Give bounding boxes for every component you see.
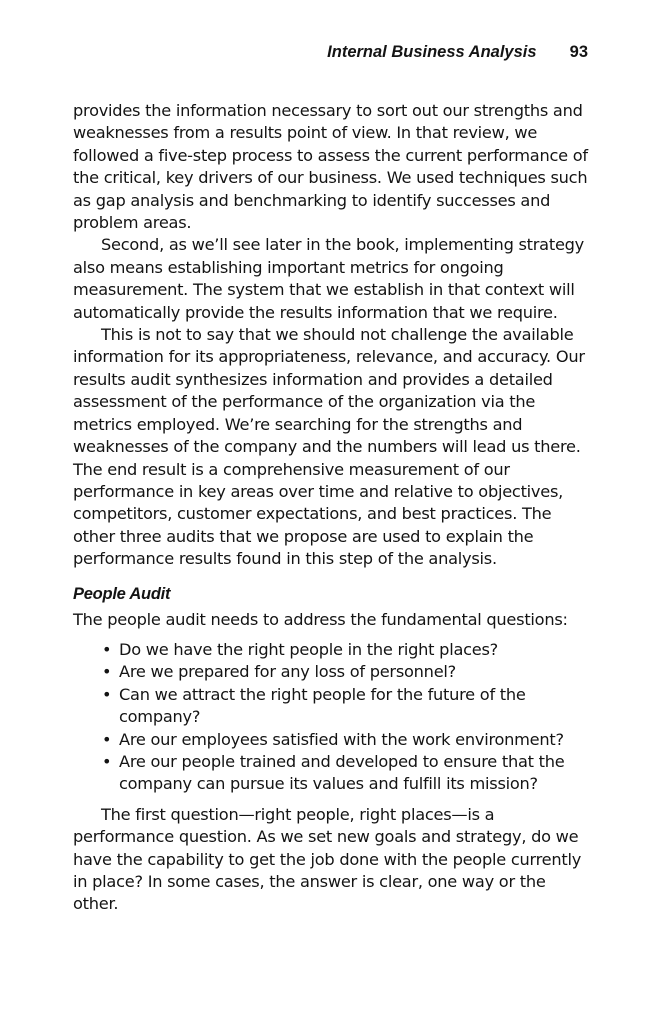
list-item [102, 639, 591, 661]
list-item-text: Do we have the right people in the right places? [119, 639, 498, 659]
paragraph-continued: provides the information necessary to sort out our strengths and weaknesses from a results point of view. In that review, we followed a five-step process to assess the current performance of the critical, key drivers of our business. We used techniques such as gap analysis and benchmarking to identify successes and problem areas. [73, 101, 588, 233]
section-intro: The people audit needs to address the fundamental questions: [73, 609, 568, 629]
bullet-icon: • [102, 684, 112, 704]
bullet-icon: • [102, 639, 112, 659]
bullet-icon: • [102, 751, 112, 771]
bullet-icon: • [102, 662, 112, 682]
list-item-text: Are we prepared for any loss of personnel? [119, 662, 456, 682]
list-item [102, 729, 591, 751]
bullet-icon: • [102, 729, 112, 749]
paragraph-third: This is not to say that we should not challenge the available information for its appropriateness, relevance, and accuracy. Our results audit synthesizes information and provides a detailed assessment of the performance of the organization via the metrics employed. We’re searching for the strengths and weaknesses of the company and the numbers will lead us there. The end result is a comprehensive measurement of our performance in key areas over time and relative to objectives, competitors, customer expectations, and best practices. The other three audits that we propose are used to explain the performance results found in this step of the analysis. [73, 325, 585, 569]
list-item-text: Can we attract the right people for the future of the company? [119, 684, 526, 727]
paragraph-second: Second, as we’ll see later in the book, implementing strategy also means establishing important metrics for ongoing measurement. The system that we establish in that context will automatically provide the results information that we require. [73, 235, 585, 322]
list-item-text: Are our people trained and developed to ensure that the company can pursue its values and fulfill its mission? [119, 751, 565, 794]
page-number: 93 [569, 43, 588, 61]
list-item-text: Are our employees satisfied with the work environment? [119, 729, 564, 749]
paragraph-closing: The first question—right people, right places—is a performance question. As we set new goals and strategy, do we have the capability to get the job done with the people currently in place? In some cases, the answer is clear, one way or the other. [73, 804, 582, 914]
bullet-list [73, 639, 591, 796]
page-body [73, 100, 591, 916]
list-item [102, 661, 591, 683]
running-title: Internal Business Analysis [327, 43, 537, 61]
list-item [102, 751, 591, 796]
running-header [74, 42, 588, 66]
section-heading-people-audit: People Audit [73, 584, 171, 603]
list-item [102, 684, 591, 729]
